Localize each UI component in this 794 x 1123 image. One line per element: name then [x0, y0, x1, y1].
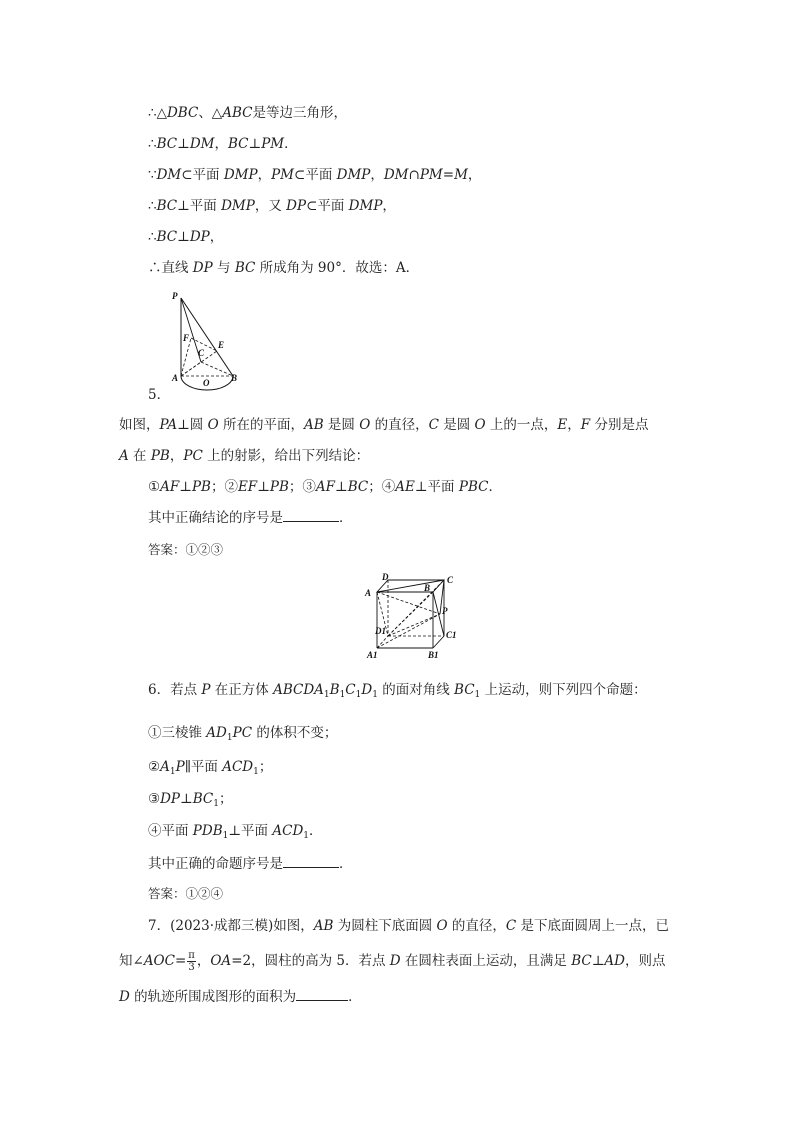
- fig6-label-c1: C1: [446, 630, 457, 640]
- q5-options: ①AF⊥PB；②EF⊥PB；③AF⊥BC；④AE⊥平面 PBC．: [148, 479, 502, 495]
- fig5-label-a: A: [172, 373, 179, 383]
- q5-stem-1: 如图，PA⊥圆 O 所在的平面，AB 是圆 O 的直径，C 是圆 O 上的一点，E，F 分别是点: [119, 417, 649, 433]
- fig6-label-a: A: [365, 588, 372, 598]
- fig5-label-b: B: [231, 373, 238, 383]
- q6-item-4: ④平面 $PDB_1\perp$平面 $ACD_1$．: [148, 823, 323, 841]
- figure-q5: [165, 290, 255, 390]
- q6-stem: 6．若点 P 在正方体 $ABCDA_1B_1C_1D_1$ 的面对角线 $BC_1$ 上运动，则下列四个命题：: [148, 682, 647, 700]
- q5-prompt: 其中正确结论的序号是 ．: [148, 510, 353, 526]
- fig5-label-c: C: [198, 348, 205, 358]
- fig6-label-c: C: [447, 575, 454, 585]
- q6-item-2: $②A_1P\parallel$平面 $ACD_1$；: [148, 759, 273, 777]
- q6-item-1: ①三棱锥 $AD_1PC$ 的体积不变；: [148, 725, 338, 743]
- pi-over-3-fraction: $\frac{\pi}{3}$: [188, 950, 195, 973]
- q7-stem-2: 知∠AOC= $\frac{\pi}{3}$ ，OA=2，圆柱的高为 5．若点 D 在圆柱表面上运动，且满足 BC⊥AD，则点: [119, 950, 666, 973]
- q6-item-3: $③DP\perp BC_1$；: [148, 791, 233, 809]
- q7-stem-1: 7．(2023·成都三模)如图，AB 为圆柱下底面圆 O 的直径，C 是下底面圆周上一点，已: [148, 918, 670, 934]
- q5-number: 5．: [148, 387, 171, 403]
- solution-line-4: ∴BC⊥平面 DMP，又 DP⊂平面 DMP，: [148, 198, 396, 214]
- fig6-label-p: P: [442, 606, 448, 616]
- solution-line-1: ∴△DBC、△ABC是等边三角形，: [148, 105, 347, 121]
- fig6-label-a1: A1: [367, 650, 378, 660]
- fig6-label-b1: B1: [428, 650, 439, 660]
- fig6-label-d1: D1: [375, 626, 386, 636]
- fig6-label-d: D: [382, 572, 389, 582]
- figure-q6: [362, 574, 464, 662]
- solution-line-6: ∴直线 DP 与 BC 所成角为 90°．故选：A．: [148, 260, 420, 276]
- q5-answer: 答案：①②③: [148, 542, 224, 557]
- solution-line-5: ∴BC⊥DP，: [148, 229, 224, 245]
- q6-answer: 答案：①②④: [148, 886, 224, 901]
- q7-stem-3: D 的轨迹所围成图形的面积为 ．: [119, 989, 362, 1005]
- fig5-label-p: P: [172, 291, 178, 301]
- solution-line-3: ∵DM⊂平面 DMP，PM⊂平面 DMP，DM∩PM=M，: [148, 167, 482, 183]
- fig5-label-o: O: [203, 378, 210, 388]
- solution-line-2: ∴BC⊥DM，BC⊥PM．: [148, 136, 298, 152]
- fig6-label-b: B: [424, 583, 431, 593]
- fig5-label-e: E: [218, 340, 225, 350]
- q5-stem-2: A 在 PB，PC 上的射影，给出下列结论：: [119, 448, 370, 464]
- fig5-label-f: F: [183, 333, 190, 343]
- q6-prompt: 其中正确的命题序号是 ．: [148, 856, 353, 872]
